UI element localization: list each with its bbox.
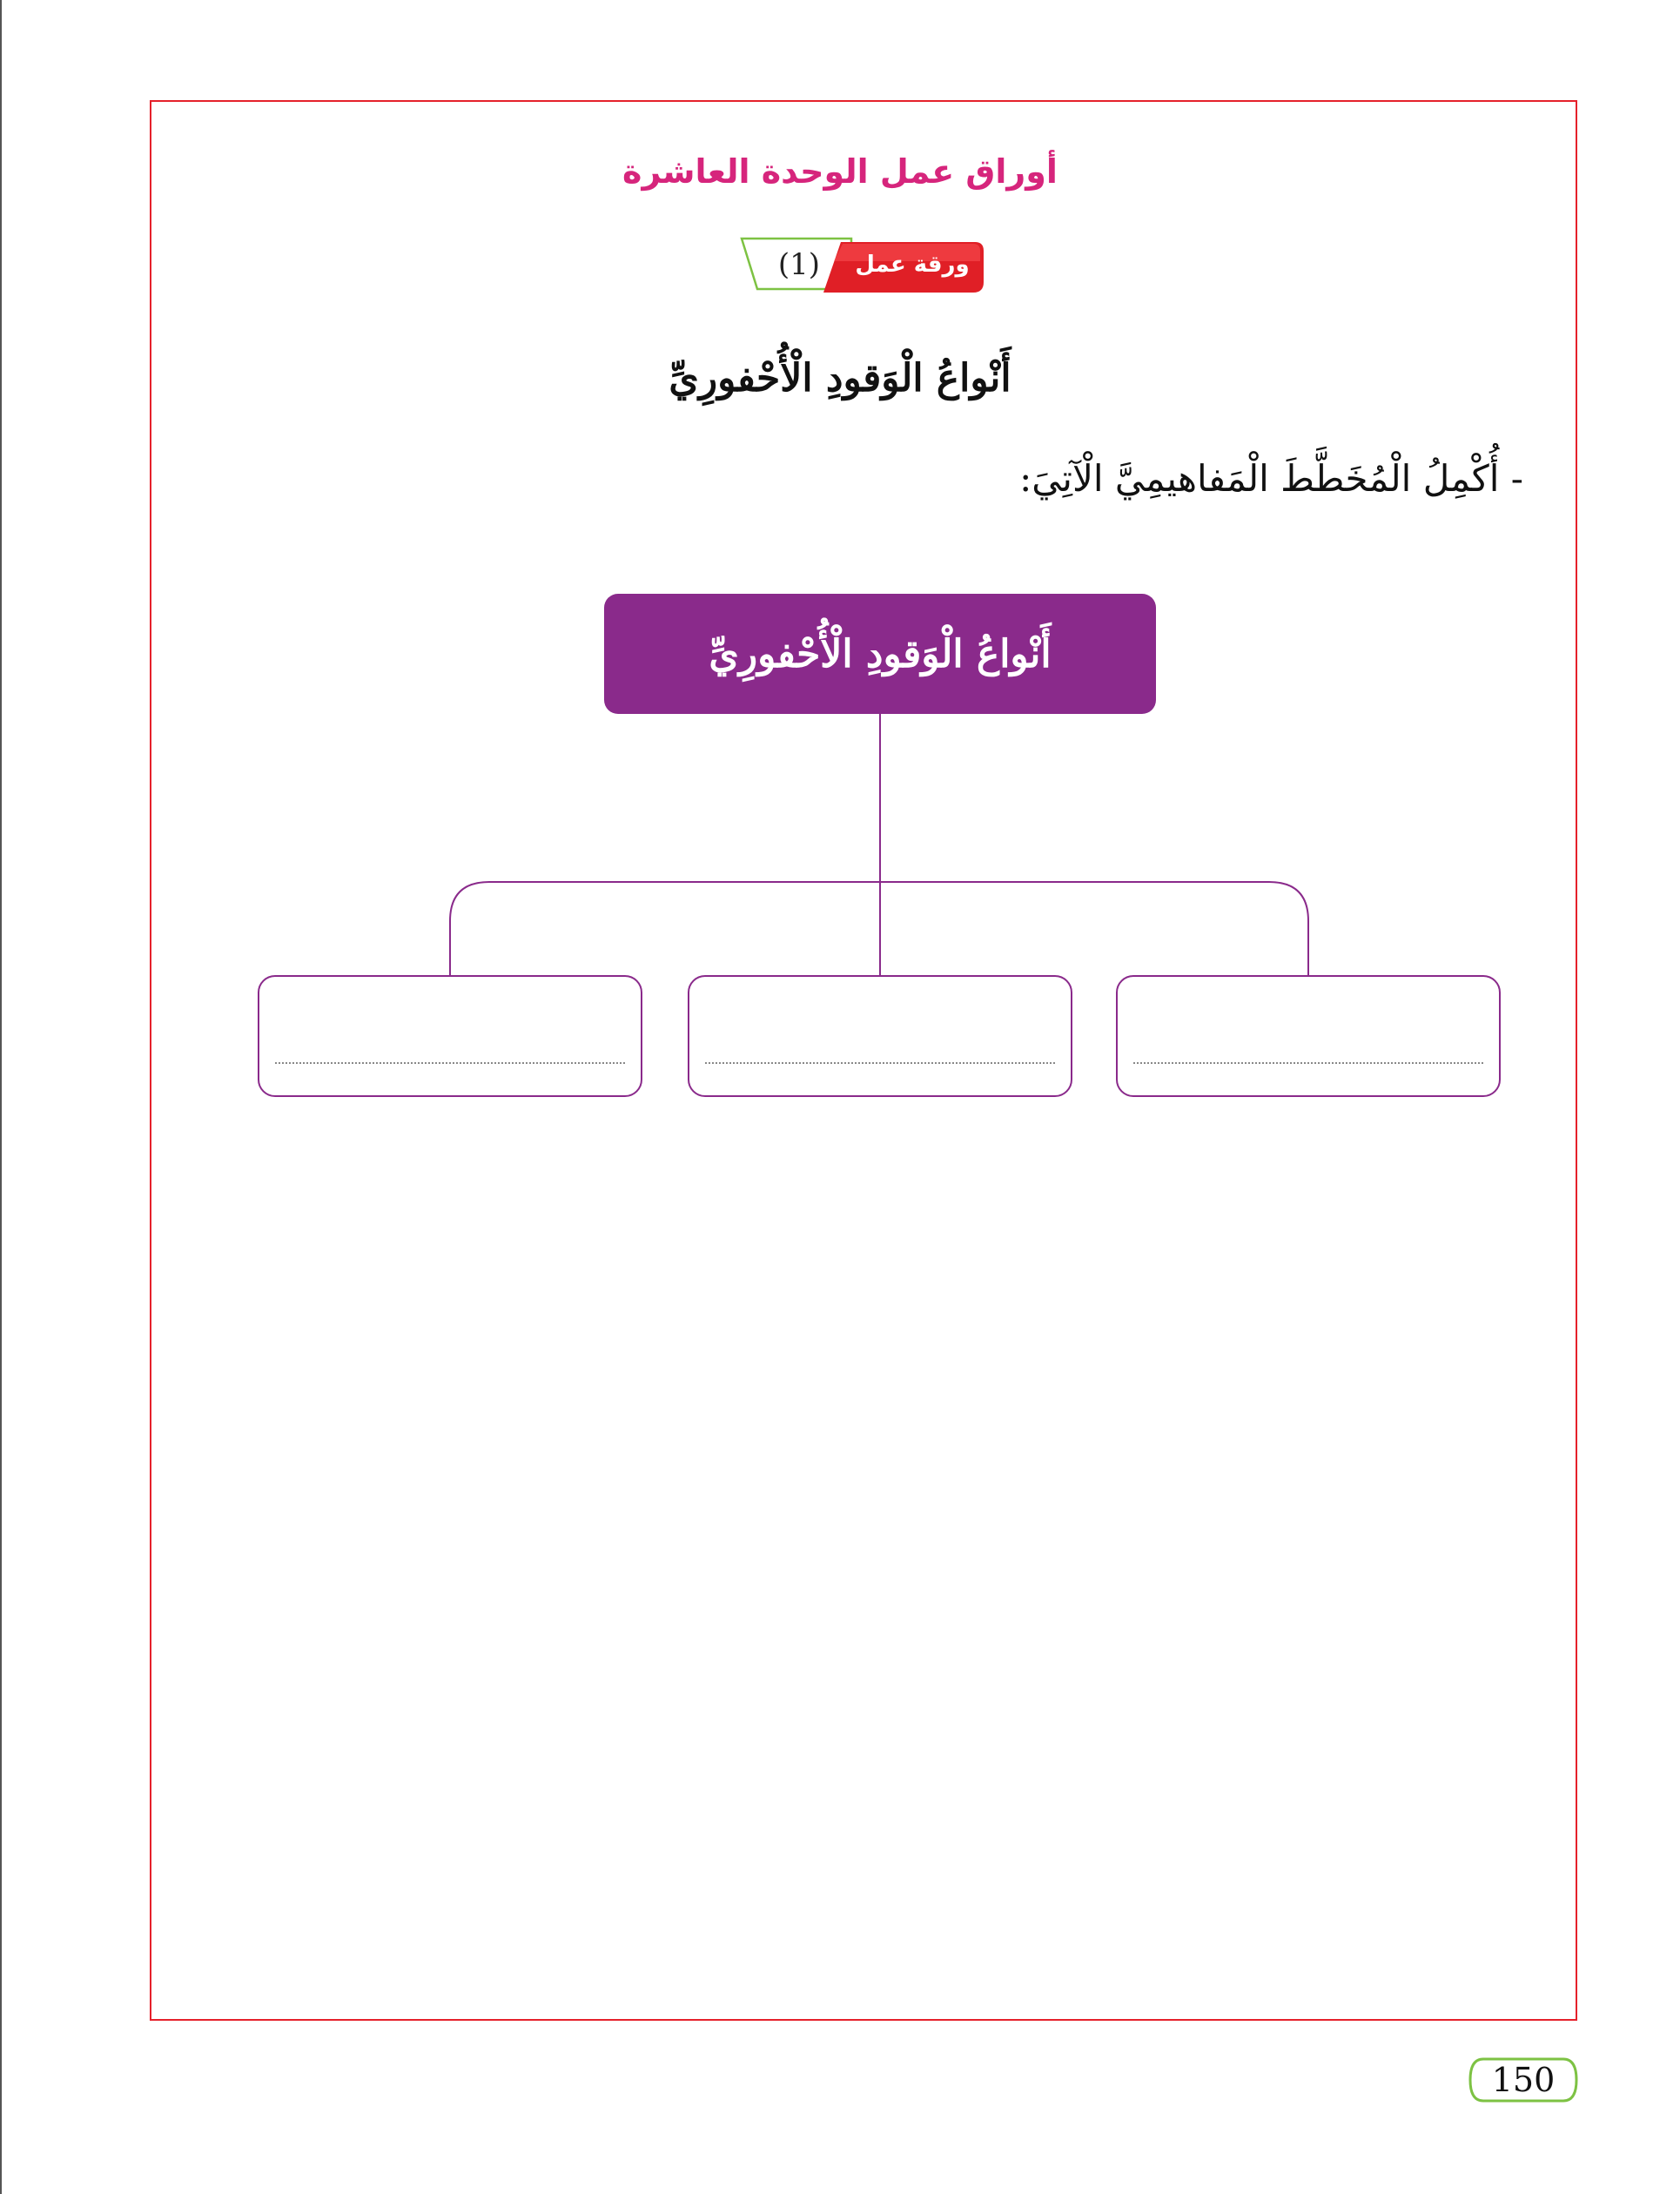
answer-dotted-line [1133,1062,1483,1064]
worksheet-badge-label: ورقة عمل [855,252,970,278]
concept-map-answer-box[interactable] [258,975,642,1097]
concept-map-answer-box[interactable] [1116,975,1501,1097]
worksheet-number: (1) [777,247,821,282]
unit-title: أوراق عمل الوحدة العاشرة [622,152,1058,191]
page-number: 150 [1491,2061,1556,2099]
page-number-badge [1468,2056,1579,2103]
answer-dotted-line [705,1062,1055,1064]
instruction-text: - أُكْمِلُ الْمُخَطَّطَ الْمَفاهيمِيَّ الْآتِيَ: [1019,457,1523,500]
worksheet-title: أَنْواعُ الْوَقودِ الْأُحْفورِيِّ [669,356,1011,400]
concept-map-root: أَنْواعُ الْوَقودِ الْأُحْفورِيِّ [604,594,1156,714]
concept-map-answer-box[interactable] [688,975,1072,1097]
answer-dotted-line [275,1062,625,1064]
